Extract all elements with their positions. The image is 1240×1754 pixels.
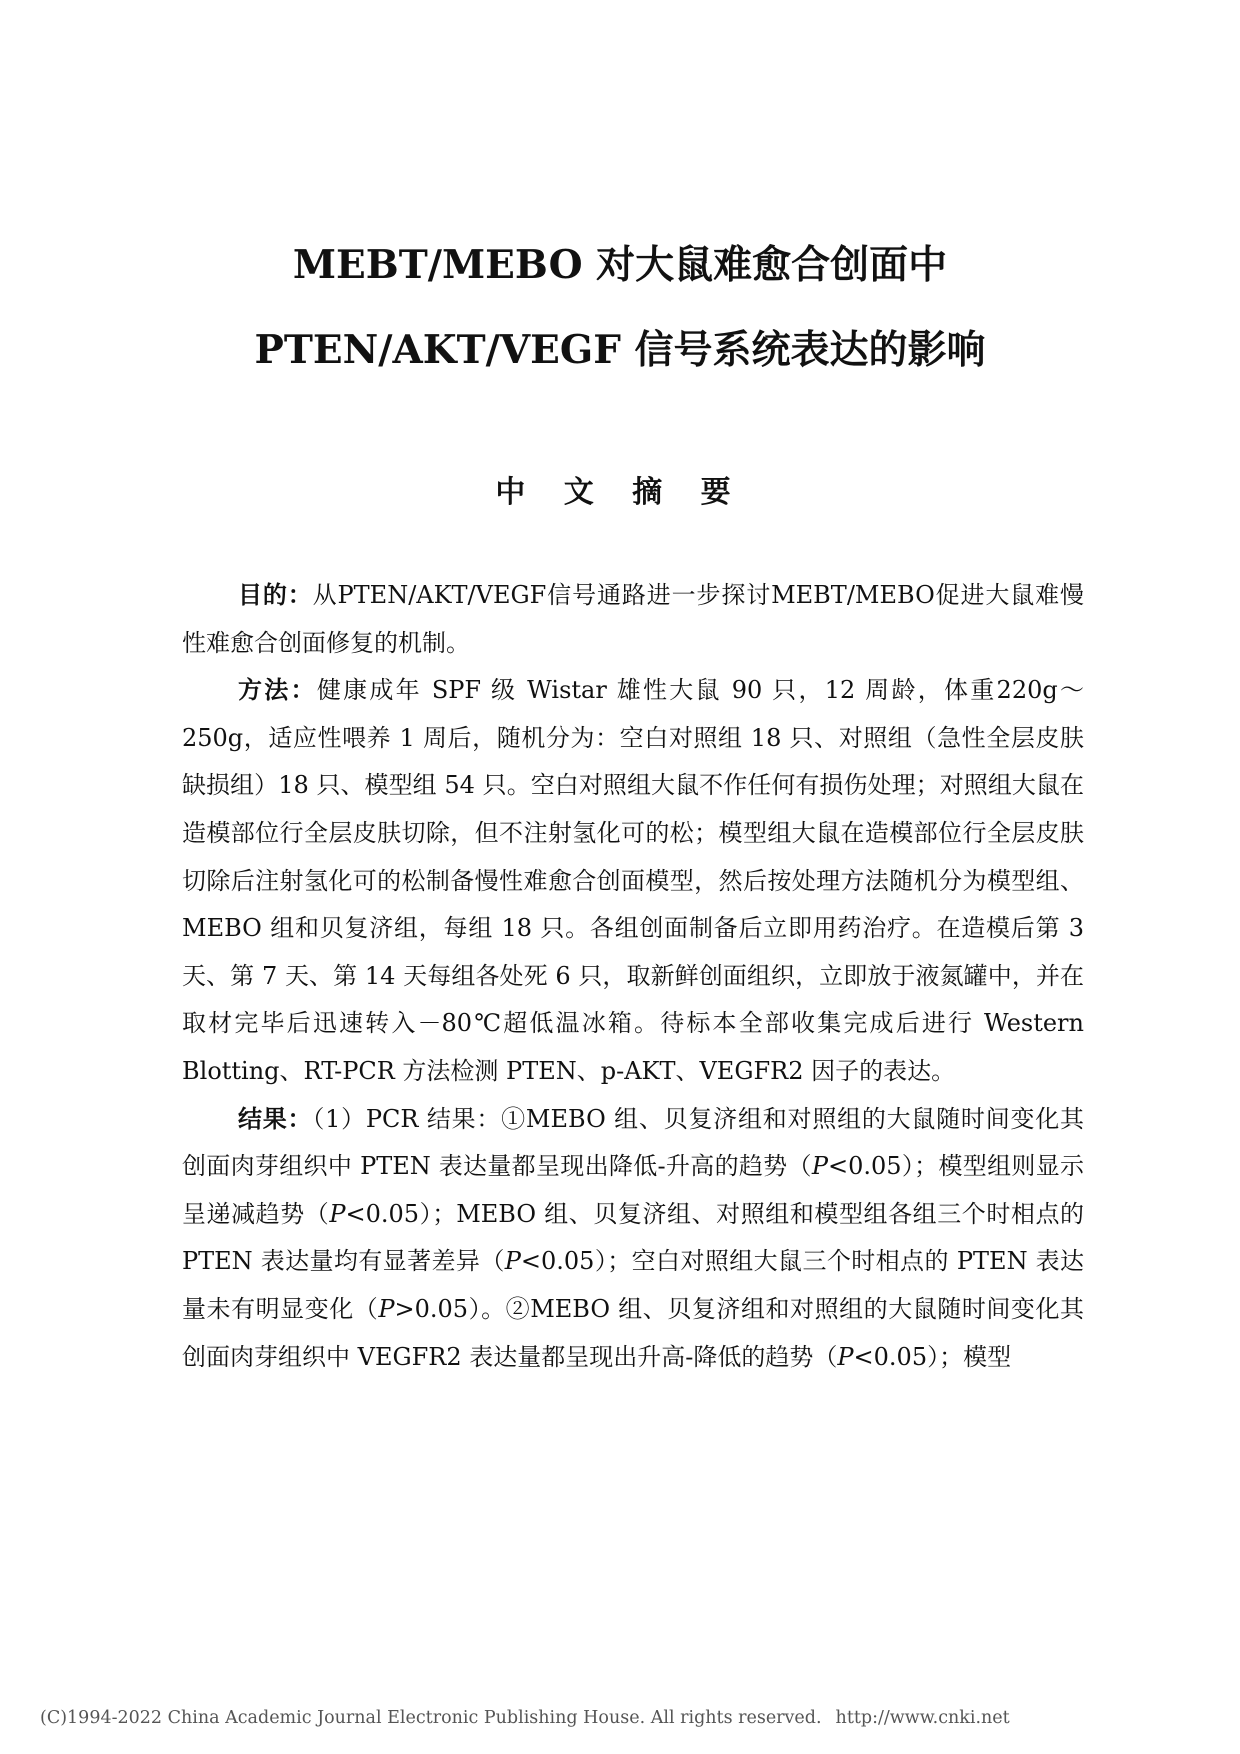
p-value-symbol: P [811, 1152, 828, 1181]
copyright-text: (C)1994-2022 China Academic Journal Electronic Publishing House. All rights reserved. [40, 1708, 822, 1728]
results-text-2: <0.05）；模型组则显示呈递减趋势（ [182, 1152, 1085, 1228]
title-line-2: PTEN/AKT/VEGF 信号系统表达的影响 [254, 327, 986, 373]
methods-text: 健康成年 SPF 级 Wistar 雄性大鼠 90 只，12 周龄，体重220g～250g，适应性喂养 1 周后，随机分为：空白对照组 18 只、对照组（急性全层皮肤缺损组）18 只、模型组 54 只。空白对照组大鼠不作任何有损伤处理；对照组大鼠在造模部位行全层皮肤切除，但不注射氢化可的松；模型组大鼠在造模部位行全层皮肤切除后注射氢化可的松制备慢性难愈合创面模型，然后按处理方法随机分为模型组、MEBO 组和贝复济组，每组 18 只。各组创面制备后立即用药治疗。在造模后第 3 天、第 7 天、第 14 天每组各处死 6 只，取新鲜创面组织，立即放于液氮罐中，并在取材完毕后迅速转入－80℃超低温冰箱。待标本全部收集完成后进行 Western Blotting、RT-PCR 方法检测 PTEN、p-AKT、VEGFR2 因子的表达。 [182, 676, 1084, 1085]
objective-label: 目的： [238, 581, 313, 609]
results-paragraph [182, 1096, 1084, 1382]
copyright-footer [40, 1708, 1200, 1728]
results-text-3: <0.05）；MEBO 组、贝复济组、对照组和模型组各组三个时相点的 PTEN 表达量均有显著差异（ [182, 1199, 1085, 1276]
results-text-4: <0.05）；空白对照组大鼠三个时相点的 PTEN 表达量未有明显变化（ [182, 1247, 1084, 1323]
methods-label: 方法： [238, 676, 317, 705]
results-text-5: >0.05）。②MEBO 组、贝复济组和对照组的大鼠随时间变化其创面肉芽组织中 VEGFR2 表达量都呈现出升高-降低的趋势（ [182, 1294, 1084, 1371]
footer-url[interactable]: http://www.cnki.net [835, 1708, 1010, 1728]
objective-paragraph [182, 572, 1084, 667]
p-value-symbol: P [329, 1199, 346, 1228]
results-label: 结果： [238, 1104, 313, 1133]
objective-text: 从PTEN/AKT/VEGF信号通路进一步探讨MEBT/MEBO促进大鼠难慢性难愈合创面修复的机制。 [182, 581, 1085, 657]
p-value-symbol: P [837, 1342, 854, 1371]
results-text-1: （1）PCR 结果：①MEBO 组、贝复济组和对照组的大鼠随时间变化其创面肉芽组织中 PTEN 表达量都呈现出降低-升高的趋势（ [182, 1104, 1084, 1181]
p-value-symbol: P [504, 1247, 521, 1276]
methods-paragraph [182, 667, 1084, 1095]
results-text-6: <0.05）；模型 [853, 1342, 1012, 1371]
p-value-symbol: P [378, 1294, 395, 1323]
abstract-body [182, 572, 1084, 1381]
abstract-heading: 中 文 摘 要 [495, 475, 745, 510]
title-line-1: MEBT/MEBO 对大鼠难愈合创面中 [292, 242, 948, 288]
